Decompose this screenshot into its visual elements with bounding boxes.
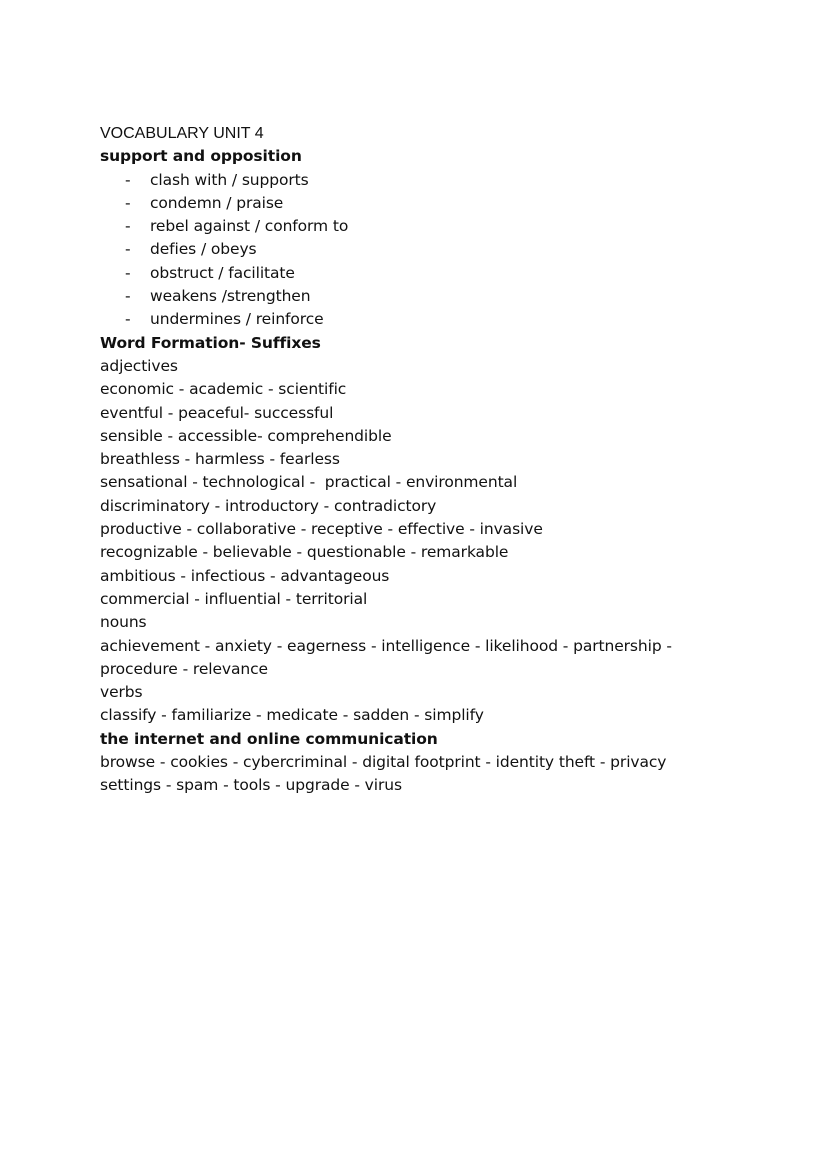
bullet-dash: - [125, 193, 131, 212]
bullet-dash: - [125, 170, 131, 189]
internet-terms-list: browse - cookies - cybercriminal - digital footprint - identity theft - privacy settings - spam - tools - upgrade - virus [100, 753, 667, 795]
adjective-line: economic - academic - scientific [100, 380, 347, 399]
verbs-list: classify - familiarize - medicate - sadden - simplify [100, 706, 484, 725]
section-heading-word-formation: Word Formation- Suffixes [100, 333, 321, 352]
document-title: VOCABULARY UNIT 4 [100, 125, 264, 142]
bullet-dash: - [125, 263, 131, 282]
bullet-item [100, 285, 800, 308]
bullet-dash: - [125, 310, 131, 329]
bullet-text: undermines / reinforce [150, 310, 324, 329]
document-body [100, 122, 800, 798]
bullet-item [100, 262, 800, 285]
adjective-line: breathless - harmless - fearless [100, 450, 340, 469]
bullet-text: rebel against / conform to [150, 217, 349, 236]
adjective-line: sensational - technological - practical - environmental [100, 473, 518, 492]
adjective-line: commercial - influential - territorial [100, 589, 368, 608]
bullet-item [100, 192, 800, 215]
bullet-text: defies / obeys [150, 240, 257, 259]
bullet-dash: - [125, 240, 131, 259]
bullet-item [100, 308, 800, 331]
bullet-text: condemn / praise [150, 193, 284, 212]
adjective-line: eventful - peaceful- successful [100, 403, 334, 422]
subheading-verbs: verbs [100, 683, 143, 702]
bullet-text: obstruct / facilitate [150, 263, 295, 282]
adjective-line: productive - collaborative - receptive - effective - invasive [100, 520, 543, 539]
bullet-item [100, 215, 800, 238]
adjective-line: recognizable - believable - questionable - remarkable [100, 543, 509, 562]
adjective-line: sensible - accessible- comprehendible [100, 426, 392, 445]
adjective-line: ambitious - infectious - advantageous [100, 566, 390, 585]
bullet-dash: - [125, 287, 131, 306]
adjective-line: discriminatory - introductory - contradictory [100, 496, 437, 515]
subheading-adjectives: adjectives [100, 356, 178, 375]
nouns-list: achievement - anxiety - eagerness - intelligence - likelihood - partnership - procedure - relevance [100, 636, 672, 678]
section-heading-support: support and opposition [100, 147, 302, 166]
section-heading-internet: the internet and online communication [100, 729, 438, 748]
bullet-text: weakens /strengthen [150, 287, 311, 306]
bullet-text: clash with / supports [150, 170, 309, 189]
bullet-item [100, 169, 800, 192]
subheading-nouns: nouns [100, 613, 147, 632]
bullet-dash: - [125, 217, 131, 236]
bullet-item [100, 238, 800, 261]
